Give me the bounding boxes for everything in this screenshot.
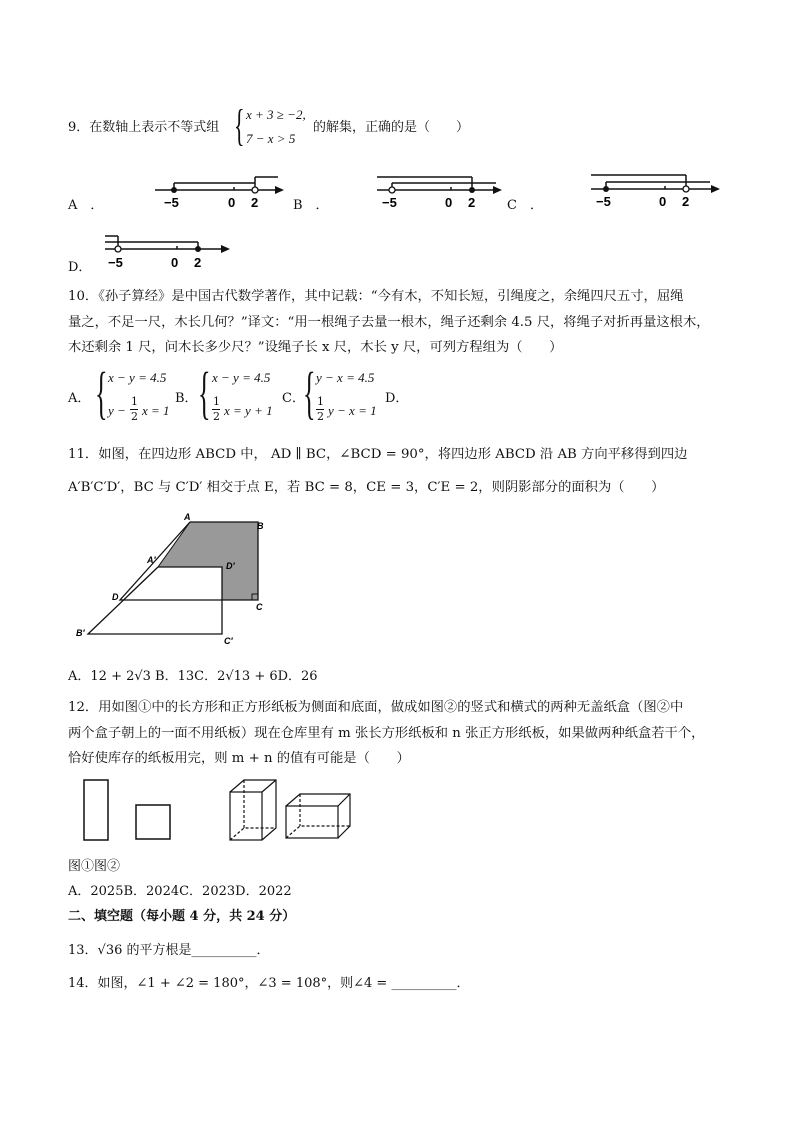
q9-suffix: 的解集，正确的是（ ） bbox=[313, 120, 470, 135]
q10-option-b-frac-den: 2 bbox=[213, 410, 220, 423]
q12-figure bbox=[78, 776, 368, 846]
q10-option-b-frac-num: 1 bbox=[213, 395, 220, 408]
q10-option-b-eq1: x − y = 4.5 bbox=[212, 370, 271, 385]
q13-text: 13．√36 的平方根是__________． bbox=[68, 943, 270, 958]
q12-horizontal-box bbox=[286, 794, 350, 838]
q9-option-d-label[interactable]: D． bbox=[68, 260, 92, 275]
q9d-tick-0: 0 bbox=[171, 255, 179, 270]
q11-options[interactable]: A．12 + 2√3 B．13C．2√13 + 6D．26 bbox=[68, 669, 318, 684]
q10-option-a-brace: { bbox=[95, 360, 108, 425]
q12-vertical-box bbox=[230, 780, 276, 840]
q10-option-c-eq2-post: y − x = 1 bbox=[328, 403, 377, 418]
q9-inequality-2: 7 − x > 5 bbox=[246, 131, 296, 146]
q9-option-a-label[interactable]: A ． bbox=[68, 198, 104, 213]
q12-figure-caption: 图①图② bbox=[68, 859, 121, 874]
q10-option-c-frac-num: 1 bbox=[317, 395, 324, 408]
q11-label-c-prime: C′ bbox=[224, 636, 233, 646]
q10-option-a-eq2-pre: y − bbox=[108, 403, 126, 418]
q11-label-b-prime: B′ bbox=[76, 628, 85, 638]
q9c-tick-minus5: −5 bbox=[596, 194, 611, 209]
q10-option-c-label[interactable]: C． bbox=[282, 391, 305, 406]
q9-numberline-d bbox=[100, 232, 240, 272]
q10-option-c-frac-den: 2 bbox=[317, 410, 324, 423]
q9-prefix: 9．在数轴上表示不等式组 bbox=[68, 120, 220, 135]
q10-option-b-brace: { bbox=[198, 360, 211, 425]
q10-option-a-label[interactable]: A． bbox=[68, 391, 91, 406]
q12-square-board bbox=[136, 805, 170, 839]
q9a-tick-minus5: −5 bbox=[164, 195, 179, 210]
q12-line-3: 恰好使库存的纸板用完，则 m + n 的值有可能是（ ） bbox=[68, 751, 410, 766]
q11-label-b: B bbox=[257, 521, 264, 531]
q9-inequality-1: x + 3 ≥ −2, bbox=[246, 107, 306, 122]
q12-line-1: 12．用如图①中的长方形和正方形纸板为侧面和底面，做成如图②的竖式和横式的两种无盖纸盒（图②中 bbox=[68, 700, 684, 715]
q9c-tick-2: 2 bbox=[682, 194, 690, 209]
q10-option-a-eq1: x − y = 4.5 bbox=[108, 370, 167, 385]
q9a-tick-2: 2 bbox=[251, 195, 259, 210]
q10-option-c-brace: { bbox=[303, 360, 316, 425]
q10-option-c-eq1: y − x = 4.5 bbox=[316, 370, 375, 385]
section-2-title: 二、填空题（每小题 4 分，共 24 分） bbox=[68, 909, 296, 924]
q9-brace: { bbox=[234, 101, 245, 150]
q11-label-d-prime: D′ bbox=[226, 561, 235, 571]
q10-line-3: 木还剩余 1 尺，问木长多少尺？”设绳子长 x 尺，木长 y 尺，可列方程组为（ ） bbox=[68, 340, 563, 355]
q10-option-a-frac-den: 2 bbox=[131, 410, 138, 423]
q11-line-2: A′B′C′D′，BC 与 C′D′ 相交于点 E，若 BC = 8，CE = 3，C′E = 2，则阴影部分的面积为（ ） bbox=[68, 480, 665, 495]
q9c-tick-0: 0 bbox=[659, 194, 667, 209]
q10-line-1: 10．《孙子算经》是中国古代数学著作，其中记载：“今有木，不知长短，引绳度之，余绳四尺五寸，屈绳 bbox=[68, 289, 684, 304]
q10-option-d-label[interactable]: D． bbox=[385, 391, 409, 406]
q9-numberline-a bbox=[150, 172, 290, 210]
q12-rectangle-board bbox=[84, 780, 108, 840]
q9-numberline-c bbox=[586, 170, 726, 210]
q11-label-a-prime: A′ bbox=[147, 555, 156, 565]
q11-label-c: C bbox=[256, 602, 263, 612]
q10-option-b-eq2-post: x = y + 1 bbox=[224, 403, 273, 418]
q12-options[interactable]: A．2025B．2024C．2023D．2022 bbox=[68, 884, 292, 899]
q11-label-d: D bbox=[112, 592, 119, 602]
q9d-tick-minus5: −5 bbox=[108, 255, 123, 270]
q9-numberline-b bbox=[372, 172, 512, 210]
q11-label-a: A bbox=[184, 512, 191, 522]
q9b-tick-minus5: −5 bbox=[382, 195, 397, 210]
q12-line-2: 两个盒子朝上的一面不用纸板）现在仓库里有 m 张长方形纸板和 n 张正方形纸板，如果做两种纸盒若干个， bbox=[68, 726, 705, 741]
q10-option-b-label[interactable]: B． bbox=[175, 391, 198, 406]
q14-text: 14．如图，∠1 + ∠2 = 180°，∠3 = 108°，则∠4 = __________． bbox=[68, 976, 470, 991]
q10-option-a-eq2-post: x = 1 bbox=[142, 403, 170, 418]
q11-line-1: 11．如图，在四边形 ABCD 中， AD ∥ BC，∠BCD = 90°，将四边形 ABCD 沿 AB 方向平移得到四边 bbox=[68, 447, 688, 462]
q9b-tick-2: 2 bbox=[468, 195, 476, 210]
q11-figure bbox=[70, 512, 280, 652]
q9a-tick-0: 0 bbox=[228, 195, 236, 210]
q9d-tick-2: 2 bbox=[194, 255, 202, 270]
q10-option-a-frac-num: 1 bbox=[131, 395, 138, 408]
q9b-tick-0: 0 bbox=[445, 195, 453, 210]
q9-option-c-label[interactable]: C ． bbox=[507, 198, 543, 213]
q10-line-2: 量之，不足一尺，木长几何？”译文：“用一根绳子去量一根木，绳子还剩余 4.5 尺，将绳子对折再量这根木， bbox=[68, 315, 710, 330]
q9-option-b-label[interactable]: B ． bbox=[293, 198, 329, 213]
